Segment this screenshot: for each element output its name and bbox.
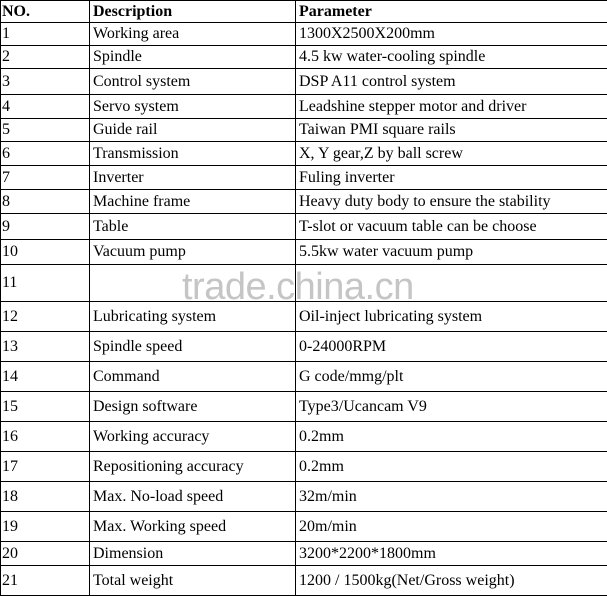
row-description: Table — [90, 214, 296, 240]
table-row — [1, 95, 607, 119]
row-number: 4 — [1, 95, 90, 119]
header-row — [1, 1, 607, 23]
table-row — [1, 302, 607, 332]
table-row — [1, 482, 607, 512]
row-parameter: Heavy duty body to ensure the stability — [296, 190, 607, 214]
row-description: Vacuum pump — [90, 240, 296, 265]
row-description: Design software — [90, 392, 296, 422]
row-parameter: 3200*2200*1800mm — [296, 542, 607, 566]
row-parameter: 32m/min — [296, 482, 607, 512]
row-description: Transmission — [90, 142, 296, 166]
row-description: Lubricating system — [90, 302, 296, 332]
row-number: 10 — [1, 240, 90, 265]
row-number: 9 — [1, 214, 90, 240]
row-description — [90, 265, 296, 302]
row-description: Working area — [90, 23, 296, 46]
row-description: Inverter — [90, 166, 296, 190]
row-number: 6 — [1, 142, 90, 166]
row-description: Max. Working speed — [90, 512, 296, 542]
row-parameter: Taiwan PMI square rails — [296, 119, 607, 142]
table-row — [1, 422, 607, 452]
row-description: Machine frame — [90, 190, 296, 214]
row-number: 20 — [1, 542, 90, 566]
row-parameter: 0.2mm — [296, 452, 607, 482]
row-number: 18 — [1, 482, 90, 512]
row-number: 11 — [1, 265, 90, 302]
table-row — [1, 23, 607, 46]
row-parameter: 20m/min — [296, 512, 607, 542]
table-row — [1, 265, 607, 302]
header-description: Description — [90, 1, 296, 23]
table-row — [1, 566, 607, 596]
row-number: 16 — [1, 422, 90, 452]
row-description: Command — [90, 362, 296, 392]
table-row — [1, 512, 607, 542]
row-description: Dimension — [90, 542, 296, 566]
row-parameter: Oil-inject lubricating system — [296, 302, 607, 332]
row-number: 12 — [1, 302, 90, 332]
row-number: 1 — [1, 23, 90, 46]
table-row — [1, 142, 607, 166]
table-row — [1, 214, 607, 240]
row-description: Spindle — [90, 46, 296, 69]
table-row — [1, 46, 607, 69]
row-parameter: 1200 / 1500kg(Net/Gross weight) — [296, 566, 607, 596]
row-number: 8 — [1, 190, 90, 214]
row-description: Repositioning accuracy — [90, 452, 296, 482]
watermark: trade.china.cn — [182, 266, 414, 309]
row-description: Max. No-load speed — [90, 482, 296, 512]
table-row — [1, 119, 607, 142]
row-parameter: Fuling inverter — [296, 166, 607, 190]
table-row — [1, 362, 607, 392]
row-description: Control system — [90, 69, 296, 95]
table-row — [1, 69, 607, 95]
row-parameter: 1300X2500X200mm — [296, 23, 607, 46]
row-description: Servo system — [90, 95, 296, 119]
row-parameter: T-slot or vacuum table can be choose — [296, 214, 607, 240]
table-row — [1, 452, 607, 482]
table-row — [1, 190, 607, 214]
row-number: 7 — [1, 166, 90, 190]
row-description: Spindle speed — [90, 332, 296, 362]
row-parameter: 0.2mm — [296, 422, 607, 452]
row-number: 15 — [1, 392, 90, 422]
row-parameter: DSP A11 control system — [296, 69, 607, 95]
row-parameter: X, Y gear,Z by ball screw — [296, 142, 607, 166]
row-number: 14 — [1, 362, 90, 392]
row-number: 19 — [1, 512, 90, 542]
table-row — [1, 240, 607, 265]
row-parameter: Type3/Ucancam V9 — [296, 392, 607, 422]
row-parameter: 4.5 kw water-cooling spindle — [296, 46, 607, 69]
row-parameter: Leadshine stepper motor and driver — [296, 95, 607, 119]
table-body — [1, 23, 607, 596]
table-row — [1, 542, 607, 566]
row-number: 2 — [1, 46, 90, 69]
table-row — [1, 166, 607, 190]
header-parameter: Parameter — [296, 1, 607, 23]
row-parameter: 0-24000RPM — [296, 332, 607, 362]
row-number: 21 — [1, 566, 90, 596]
row-parameter: G code/mmg/plt — [296, 362, 607, 392]
row-description: Working accuracy — [90, 422, 296, 452]
row-description: Guide rail — [90, 119, 296, 142]
header-no: NO. — [1, 1, 90, 23]
row-number: 17 — [1, 452, 90, 482]
row-description: Total weight — [90, 566, 296, 596]
row-number: 13 — [1, 332, 90, 362]
row-parameter: 5.5kw water vacuum pump — [296, 240, 607, 265]
row-parameter — [296, 265, 607, 302]
row-number: 3 — [1, 69, 90, 95]
table-row — [1, 332, 607, 362]
row-number: 5 — [1, 119, 90, 142]
table-row — [1, 392, 607, 422]
